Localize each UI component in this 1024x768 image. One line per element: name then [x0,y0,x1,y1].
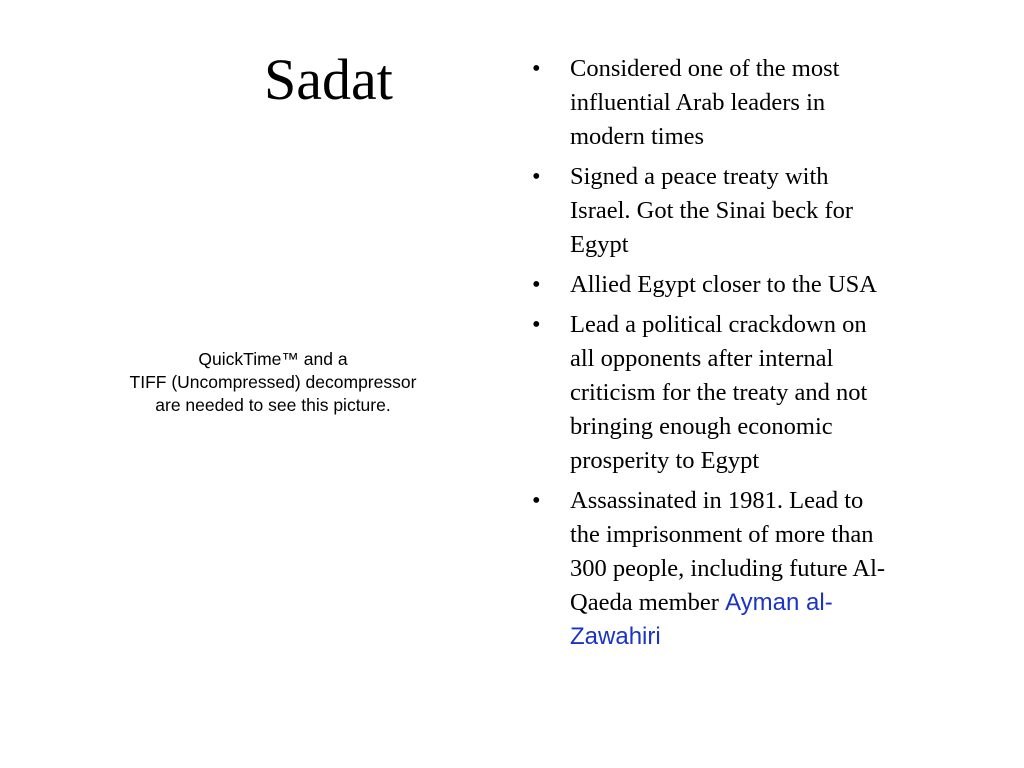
bullet-marker: • [532,311,541,338]
bullet-line: prosperity to Egypt [570,447,760,474]
bullet-line: the imprisonment of more than [570,521,874,548]
bullet-list [528,52,948,660]
bullet-line: Allied Egypt closer to the USA [570,271,877,298]
ayman-al-zawahiri-link-continued[interactable]: Zawahiri [570,623,661,650]
bullet-line: 300 people, including future Al- [570,555,886,582]
bullet-line: criticism for the treaty and not [570,379,868,406]
bullet-item [528,160,948,262]
bullet-line: Assassinated in 1981. Lead to [570,487,864,514]
bullet-line: Considered one of the most [570,55,840,82]
placeholder-line: are needed to see this picture. [155,395,391,415]
bullet-line: bringing enough economic [570,413,833,440]
bullet-line: influential Arab leaders in [570,89,826,116]
bullet-marker: • [532,163,541,190]
bullet-line: Israel. Got the Sinai beck for [570,197,854,224]
bullet-item [528,484,948,654]
placeholder-line: QuickTime™ and a [198,349,348,369]
bullet-item [528,52,948,154]
bullet-marker: • [532,55,541,82]
bullet-item [528,308,948,478]
missing-image-placeholder [88,348,458,417]
bullet-marker: • [532,487,541,514]
bullet-line: Signed a peace treaty with [570,163,829,190]
bullet-line-with-link [570,586,948,620]
bullet-line: modern times [570,123,705,150]
bullet-line: Egypt [570,231,629,258]
placeholder-line: TIFF (Uncompressed) decompressor [129,372,417,392]
bullet-line-prefix: Qaeda member [570,589,726,616]
bullet-line: Lead a political crackdown on [570,311,867,338]
bullet-marker: • [532,271,541,298]
bullet-line: all opponents after internal [570,345,834,372]
ayman-al-zawahiri-link[interactable]: Ayman al- [725,589,833,616]
slide-title: Sadat [264,47,393,112]
bullet-line [570,620,948,654]
bullet-item [528,268,948,302]
